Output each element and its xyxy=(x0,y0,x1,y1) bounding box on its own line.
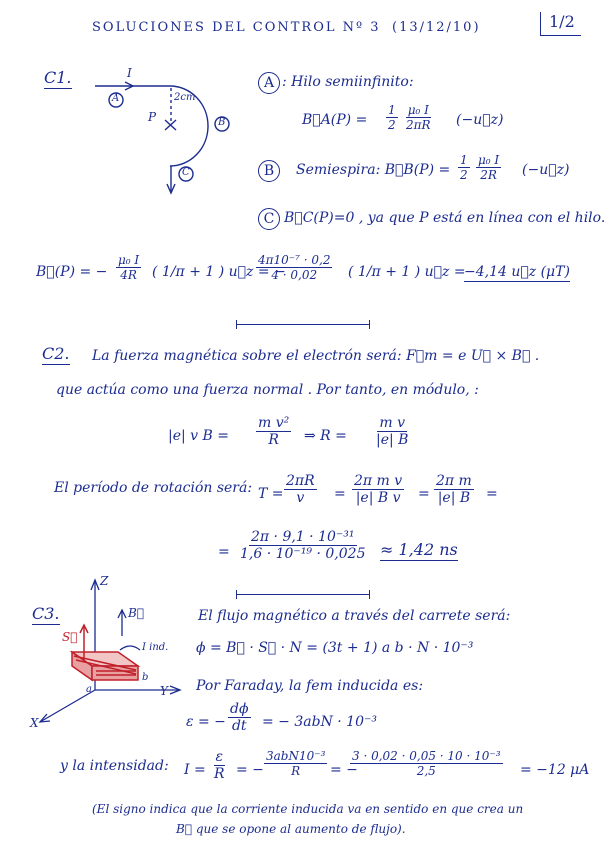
c3-note-line-1: (El signo indica que la corriente inducida va en sentido en que crea un xyxy=(92,802,524,816)
c1-circle-a: A xyxy=(258,72,280,94)
c3-current-label: y la intensidad: xyxy=(60,758,169,774)
c1-total-result: −4,14 u⃗z (μT) xyxy=(464,264,570,280)
c1-a-frac: $\frac{\text{μ₀ I}}{2\pi R}$ xyxy=(406,103,431,133)
c3-fig-induced-current: I ind. xyxy=(142,642,169,653)
c2-result-lhs: = xyxy=(218,544,230,560)
c3-emf-rhs: = − 3abN · 10⁻³ xyxy=(262,714,377,730)
header-date: (13/12/10) xyxy=(392,20,481,35)
c3-fig-s-vector: S⃗ xyxy=(62,630,78,644)
c2-period-text: El período de rotación será: xyxy=(54,480,253,496)
c1-fig-b: B xyxy=(218,117,226,128)
c2-eq1-arrow: ⇒ R = xyxy=(304,428,347,444)
c2-result-frac: $\frac{\text{2π · 9,1 · 10⁻³¹}}{\text{1,6 · 10⁻¹⁹ · 0,025}}$ xyxy=(240,529,366,563)
header-title: SOLUCIONES DEL CONTROL Nº 3 xyxy=(92,20,381,35)
c1-circle-c: C xyxy=(258,208,280,230)
c1-fig-a: A xyxy=(112,93,120,104)
c1-a-lhs: B⃗A(P) = xyxy=(302,112,368,128)
c2-label: C2. xyxy=(42,344,70,363)
c1-a-direction: (−u⃗z) xyxy=(456,112,504,128)
c1-total-paren: ( 1/π + 1 ) u⃗z = − xyxy=(152,264,286,280)
c3-emf-frac: $\frac{d\phi}{dt}$ xyxy=(230,701,249,735)
c3-current-frac3: $\frac{\text{3 · 0,02 · 0,05 · 10 · 10⁻³}}{2,5}$ xyxy=(352,749,501,779)
c2-period-frac3: $\frac{\text{2π m}}{|e| B}$ xyxy=(436,473,472,507)
c1-c-text: B⃗C(P)=0 , ya que P está en línea con el hilo. xyxy=(284,210,606,226)
c3-flux-text: El flujo magnético a través del carrete será: xyxy=(198,608,511,624)
c2-line-2: que actúa como una fuerza normal . Por tanto, en módulo, : xyxy=(56,382,479,398)
c1-b-direction: (−u⃗z) xyxy=(522,162,570,178)
c1-total-frac1: $\frac{\text{μ₀ I}}{4R}$ xyxy=(118,253,140,283)
c2-eq1-frac1: $\frac{\text{m v²}}{R}$ xyxy=(258,415,290,449)
c3-note-line-2: B⃗ que se opone al aumento de flujo). xyxy=(176,822,406,836)
c3-label: C3. xyxy=(32,604,60,623)
c3-current-frac1: $\frac{\varepsilon}{R}$ xyxy=(214,749,225,783)
c3-flux-eq: ϕ = B⃗ · S⃗ · N = (3t + 1) a b · N · 10⁻³ xyxy=(196,640,474,656)
c1-a-text: : Hilo semiinfinito: xyxy=(282,74,414,90)
c1-circle-b: B xyxy=(258,160,280,182)
c2-result-value: ≈ 1,42 ns xyxy=(380,540,458,559)
c3-fig-b: b xyxy=(142,672,149,683)
c3-current-eq: = − xyxy=(236,762,264,778)
c3-faraday-text: Por Faraday, la fem inducida es: xyxy=(196,678,424,694)
c1-a-half: $\frac{1}{2}$ xyxy=(388,103,396,133)
c3-fig-z: Z xyxy=(100,574,109,588)
c2-period-frac2: $\frac{\text{2π m v}}{\text{|e| B v}}$ xyxy=(354,473,403,507)
page-number: 1/2 xyxy=(540,12,581,36)
c3-emf-lhs: ε = − xyxy=(186,714,226,730)
c3-fig-x: X xyxy=(30,716,39,730)
c1-fig-p: P xyxy=(148,110,157,124)
c2-line-1: La fuerza magnética sobre el electrón será: F⃗m = e U⃗ × B⃗ . xyxy=(92,348,540,364)
c3-fig-y: Y xyxy=(160,684,168,698)
c2-period-lhs: T = xyxy=(258,486,284,502)
c1-total-lhs: B⃗(P) = − xyxy=(36,264,108,280)
c2-eq1-lhs: |e| v B = xyxy=(168,428,229,444)
c1-fig-c: C xyxy=(182,167,190,178)
c3-fig-b-vector: B⃗ xyxy=(128,606,145,620)
c1-b-half: $\frac{1}{2}$ xyxy=(460,153,468,183)
c1-b-frac: $\frac{\text{μ₀ I}}{2R}$ xyxy=(478,153,500,183)
c1-fig-radius: 2cm xyxy=(174,92,196,103)
c2-period-frac1: $\frac{2\pi R}{v}$ xyxy=(286,473,315,507)
c1-fig-current: I xyxy=(127,66,132,80)
c3-current-lhs: I = xyxy=(184,762,206,778)
solution-page: SOLUCIONES DEL CONTROL Nº 3 (13/12/10) 1/2 C1. I A P 2cm B C A : Hilo semiinfinito: B⃗A(P) = $\frac{1}{2}$ $\frac{\text{μ₀ I}}{2\pi R}$ (−u⃗z) B Semiespira: B⃗B(P) = $\frac{1}{2}$ $\frac{\text{μ₀ I}}{2R}$ (−u⃗z) C B⃗C(P)=0 , ya que P está en línea con el hilo. B⃗(P) = − $\frac{\text{μ₀ I}}{4R}$ ( 1/π + 1 ) u⃗z = − $\frac{\text{4π10⁻⁷ · 0,2}}{4 \cdot 0,02}$ ( 1/π + 1 ) u⃗z = −4,14 u⃗z (μT) C2. La fuerza magnética sobre el electrón será: F⃗m = e U⃗ × B⃗ . que actúa como una fuerza normal . Por tanto, en módulo, : |e| v B = $\frac{\text{m v²}}{R}$ ⇒ R = $\frac{\text{m v}}{|e| B}$ El período de rotación será: T = $\frac{2\pi R}{v}$ = $\frac{\text{2π m v}}{\text{|e| B v}}$ = $\frac{\text{2π m}}{|e| B}$ = = $\frac{\text{2π · 9,1 · 10⁻³¹}}{\text{1,6 · 10⁻¹⁹ · 0,025}}$ ≈ 1,42 ns C3. Z B⃗ S⃗ I ind. a b Y X El flujo magnético a través del carrete será: ϕ = B⃗ · S⃗ · N = (3t + 1) a b · N · 10⁻³ Por Faraday, la fem inducida es: ε = − $\frac{d\phi}{dt}$ = − 3abN · 10⁻³ y la intensidad: I = $\frac{\varepsilon}{R}$ = − 3abN10⁻³ R = − $\frac{\text{3 · 0,02 · 0,05 · 10 · 10⁻³}}{2,5}$ = −12 μA (El signo indica que la corriente inducida va en sentido en que crea un B⃗ que se opone al aumento de flujo). xyxy=(0,0,616,848)
c3-current-result: = −12 μA xyxy=(520,762,590,778)
c3-current-eq2: = − xyxy=(330,762,358,778)
separator-2 xyxy=(236,594,370,595)
c1-b-text: Semiespira: B⃗B(P) = xyxy=(296,162,451,178)
c3-fig-a: a xyxy=(86,684,92,695)
c3-current-frac2: 3abN10⁻³ R xyxy=(266,749,326,779)
c1-label: C1. xyxy=(44,68,72,87)
c2-eq1-frac2: $\frac{\text{m v}}{|e| B}$ xyxy=(376,415,409,449)
separator-1 xyxy=(236,324,370,325)
c1-total-paren2: ( 1/π + 1 ) u⃗z = xyxy=(348,264,466,280)
c1-total-frac2: $\frac{\text{4π10⁻⁷ · 0,2}}{4 \cdot 0,02}$ xyxy=(258,253,331,283)
